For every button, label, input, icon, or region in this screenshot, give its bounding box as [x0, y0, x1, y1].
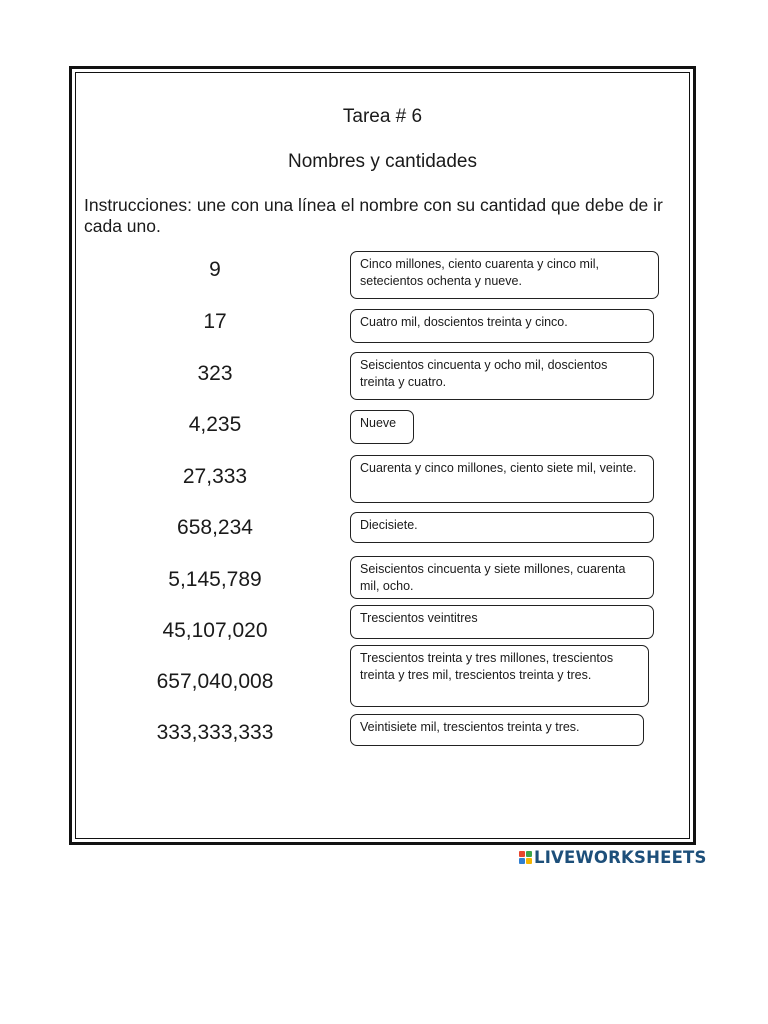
- number-item[interactable]: 4,235: [188, 413, 242, 436]
- liveworksheets-icon: [519, 851, 532, 864]
- name-box[interactable]: Cuatro mil, doscientos treinta y cinco.: [350, 309, 654, 343]
- name-box[interactable]: Trescientos veintitres: [350, 605, 654, 639]
- worksheet-subtitle: Nombres y cantidades: [287, 151, 478, 172]
- name-box[interactable]: Cinco millones, ciento cuarenta y cinco mil, setecientos ochenta y nueve.: [350, 251, 659, 299]
- worksheet-frame: [69, 66, 696, 845]
- worksheet-title: Tarea # 6: [342, 106, 423, 127]
- instructions-text: Instrucciones: une con una línea el nombre con su cantidad que debe de ir cada uno.: [84, 195, 663, 236]
- name-box[interactable]: Seiscientos cincuenta y siete millones, cuarenta mil, ocho.: [350, 556, 654, 599]
- name-box[interactable]: Veintisiete mil, trescientos treinta y tres.: [350, 714, 644, 746]
- name-box[interactable]: Trescientos treinta y tres millones, trescientos treinta y tres mil, trescientos treinta y tres.: [350, 645, 649, 707]
- brand-name: LIVEWORKSHEETS: [534, 847, 707, 867]
- name-box[interactable]: Diecisiete.: [350, 512, 654, 543]
- number-item[interactable]: 27,333: [182, 465, 248, 488]
- number-item[interactable]: 45,107,020: [162, 619, 268, 642]
- number-item[interactable]: 9: [209, 258, 221, 281]
- number-item[interactable]: 17: [203, 310, 227, 333]
- icon-square: [526, 858, 532, 864]
- number-item[interactable]: 658,234: [177, 516, 253, 539]
- name-box[interactable]: Seiscientos cincuenta y ocho mil, doscientos treinta y cuatro.: [350, 352, 654, 400]
- icon-square: [519, 858, 525, 864]
- icon-square: [526, 851, 532, 857]
- number-item[interactable]: 657,040,008: [156, 670, 274, 693]
- liveworksheets-logo[interactable]: [519, 846, 707, 868]
- icon-square: [519, 851, 525, 857]
- number-item[interactable]: 323: [197, 362, 233, 385]
- number-item[interactable]: 333,333,333: [156, 721, 274, 744]
- name-box[interactable]: Cuarenta y cinco millones, ciento siete mil, veinte.: [350, 455, 654, 503]
- number-item[interactable]: 5,145,789: [168, 568, 262, 591]
- name-box[interactable]: Nueve: [350, 410, 414, 444]
